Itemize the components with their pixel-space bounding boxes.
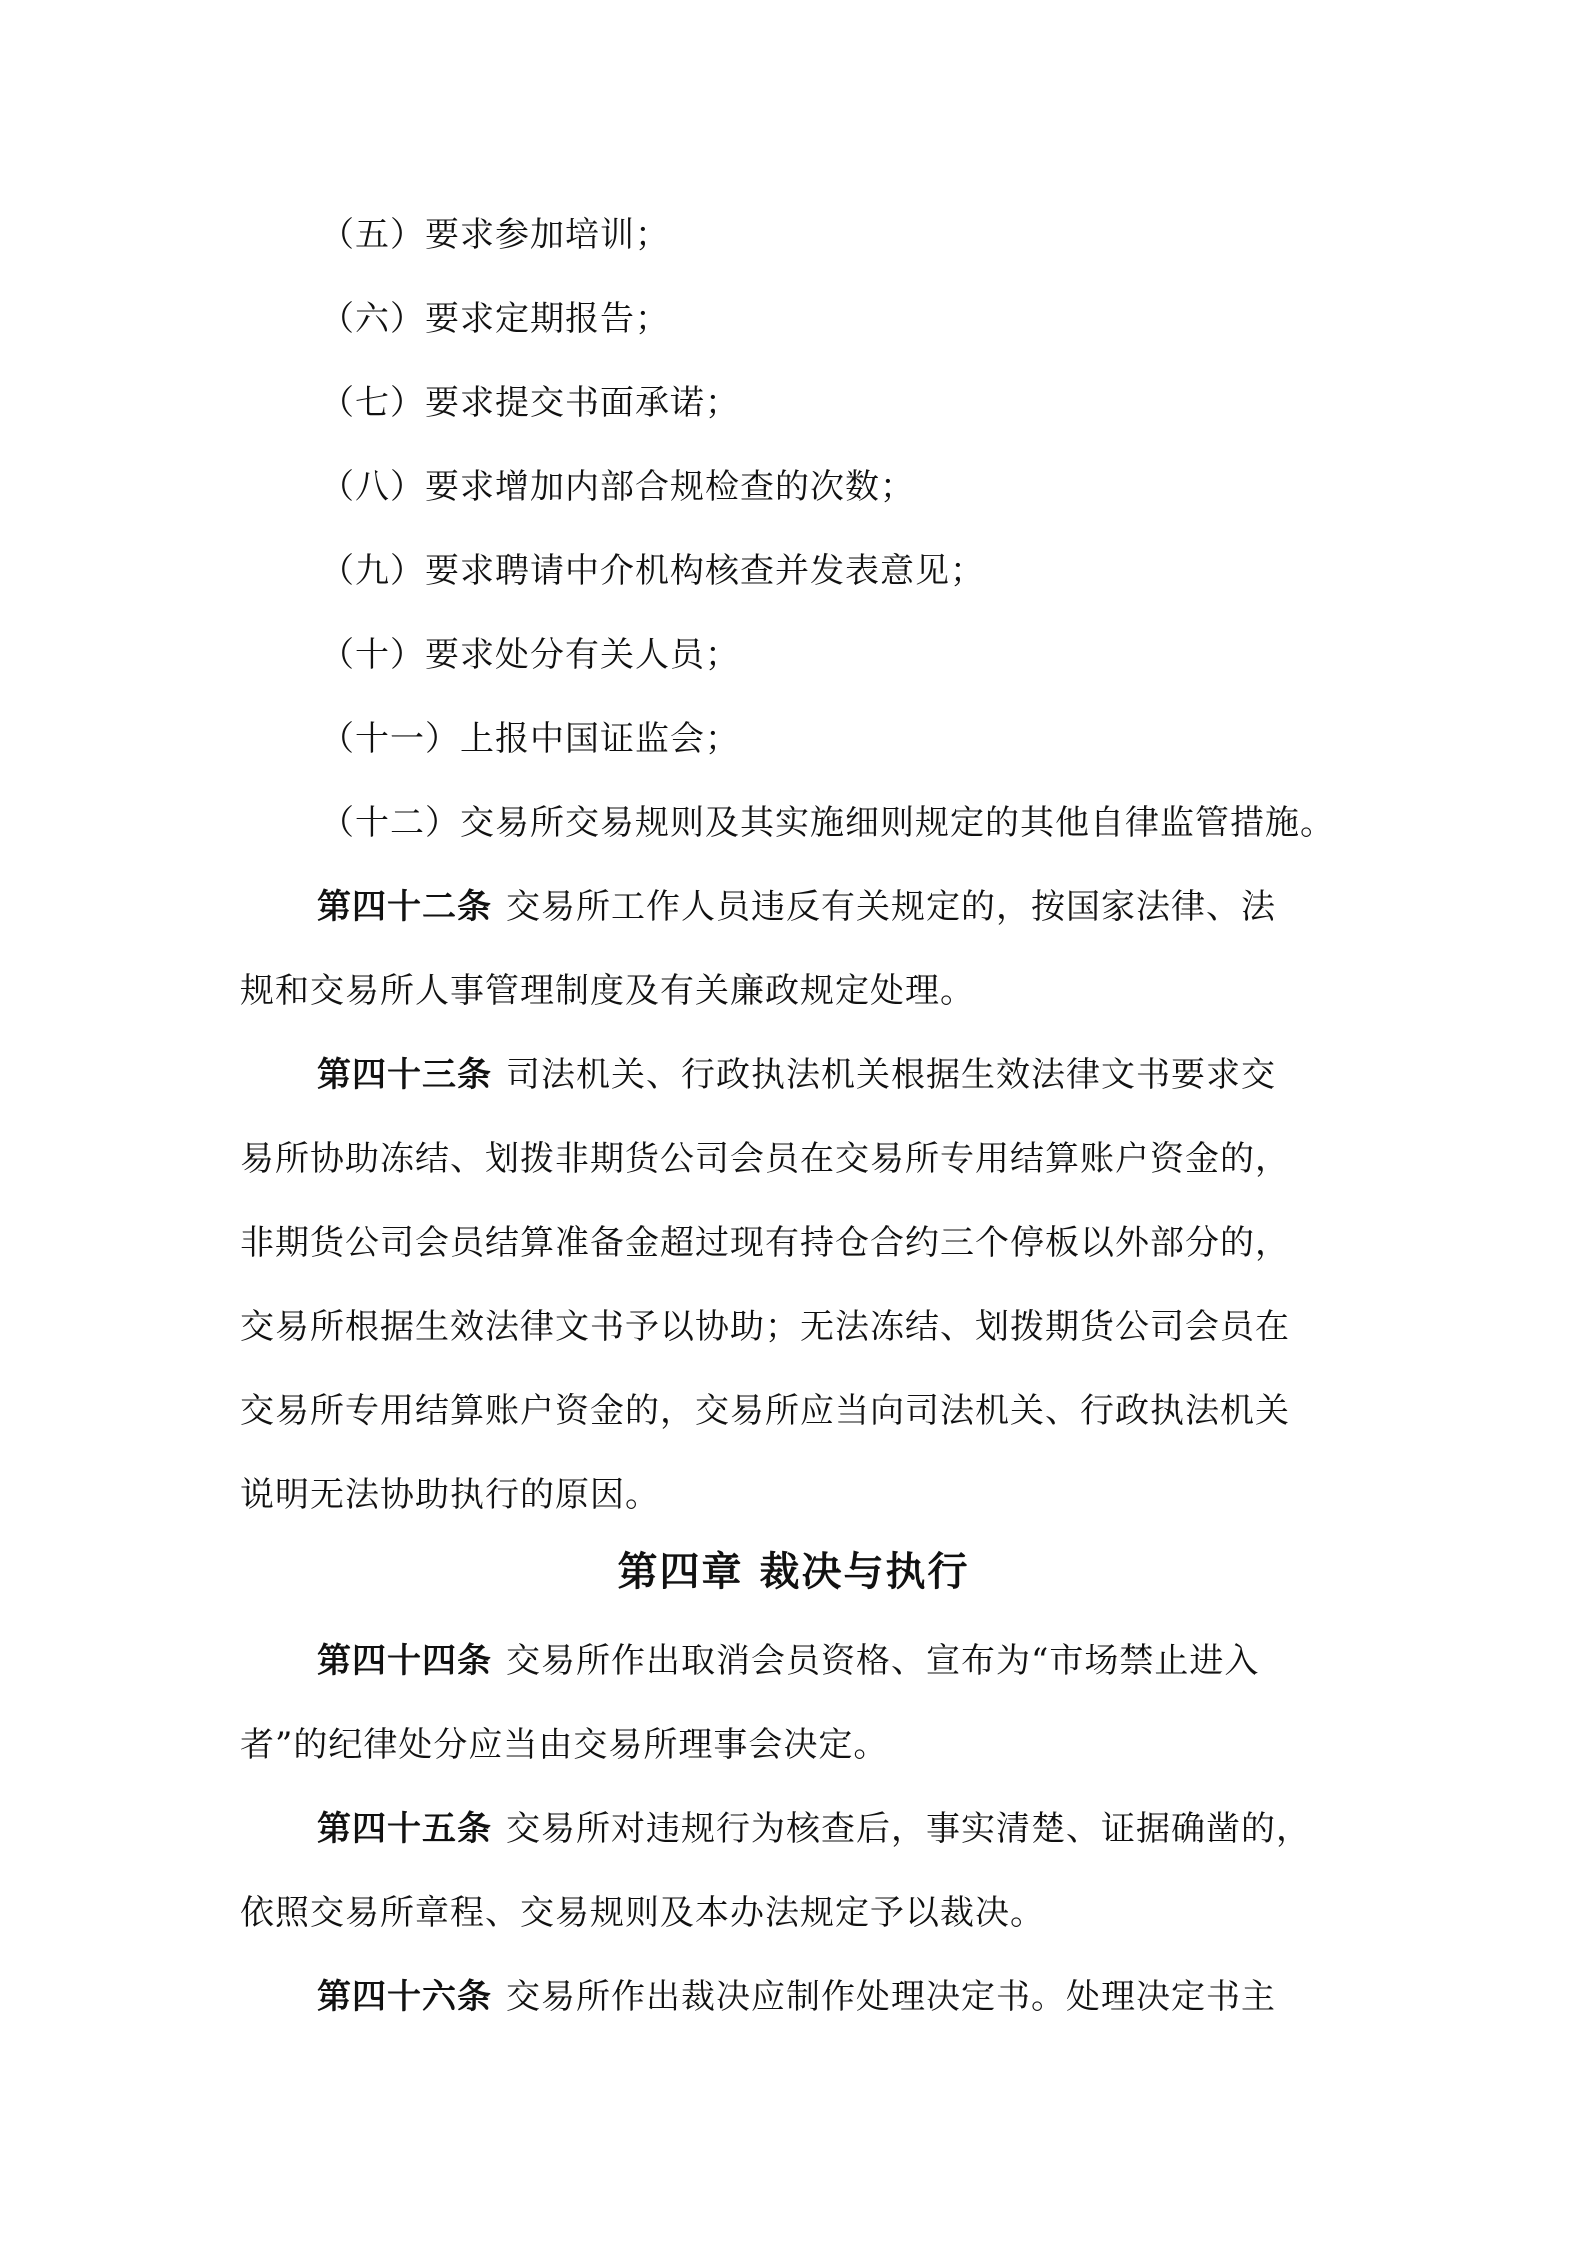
article-42-line-1: 交易所工作人员违反有关规定的，按国家法律、法 <box>506 887 1276 927</box>
list-item: （五）要求参加培训； <box>320 215 670 255</box>
article-43-line-3: 非期货公司会员结算准备金超过现有持仓合约三个停板以外部分的， <box>240 1223 1290 1263</box>
article-42-paragraph <box>317 886 1437 928</box>
article-44-line-1: 交易所作出取消会员资格、宣布为“市场禁止进入 <box>506 1641 1260 1681</box>
article-45-label: 第四十五条 <box>317 1809 492 1849</box>
article-44-paragraph <box>317 1640 1437 1682</box>
article-42-label: 第四十二条 <box>317 887 492 927</box>
article-43-label: 第四十三条 <box>317 1055 492 1095</box>
list-item: （十）要求处分有关人员； <box>320 635 740 675</box>
article-43-paragraph <box>317 1054 1437 1096</box>
article-43-line-4: 交易所根据生效法律文书予以协助；无法冻结、划拨期货公司会员在 <box>240 1307 1290 1347</box>
list-item: （十二）交易所交易规则及其实施细则规定的其他自律监管措施。 <box>320 803 1335 843</box>
list-item: （六）要求定期报告； <box>320 299 670 339</box>
list-item: （八）要求增加内部合规检查的次数； <box>320 467 915 507</box>
article-44-label: 第四十四条 <box>317 1641 492 1681</box>
article-43-line-2: 易所协助冻结、划拨非期货公司会员在交易所专用结算账户资金的， <box>240 1139 1290 1179</box>
list-item: （七）要求提交书面承诺； <box>320 383 740 423</box>
article-45-paragraph <box>317 1808 1437 1850</box>
article-46-line-1: 交易所作出裁决应制作处理决定书。处理决定书主 <box>506 1977 1276 2017</box>
list-item: （九）要求聘请中介机构核查并发表意见； <box>320 551 985 591</box>
list-item: （十一）上报中国证监会； <box>320 719 740 759</box>
article-43-line-5: 交易所专用结算账户资金的，交易所应当向司法机关、行政执法机关 <box>240 1391 1290 1431</box>
article-42-line-2: 规和交易所人事管理制度及有关廉政规定处理。 <box>240 971 975 1011</box>
article-44-line-2: 者”的纪律处分应当由交易所理事会决定。 <box>240 1725 889 1765</box>
article-45-line-2: 依照交易所章程、交易规则及本办法规定予以裁决。 <box>240 1893 1045 1933</box>
article-46-label: 第四十六条 <box>317 1977 492 2017</box>
chapter-heading: 第四章 裁决与执行 <box>617 1549 970 1595</box>
article-43-line-6: 说明无法协助执行的原因。 <box>240 1475 660 1515</box>
article-45-line-1: 交易所对违规行为核查后，事实清楚、证据确凿的， <box>506 1809 1311 1849</box>
article-43-line-1: 司法机关、行政执法机关根据生效法律文书要求交 <box>506 1055 1276 1095</box>
article-46-paragraph <box>317 1976 1437 2018</box>
